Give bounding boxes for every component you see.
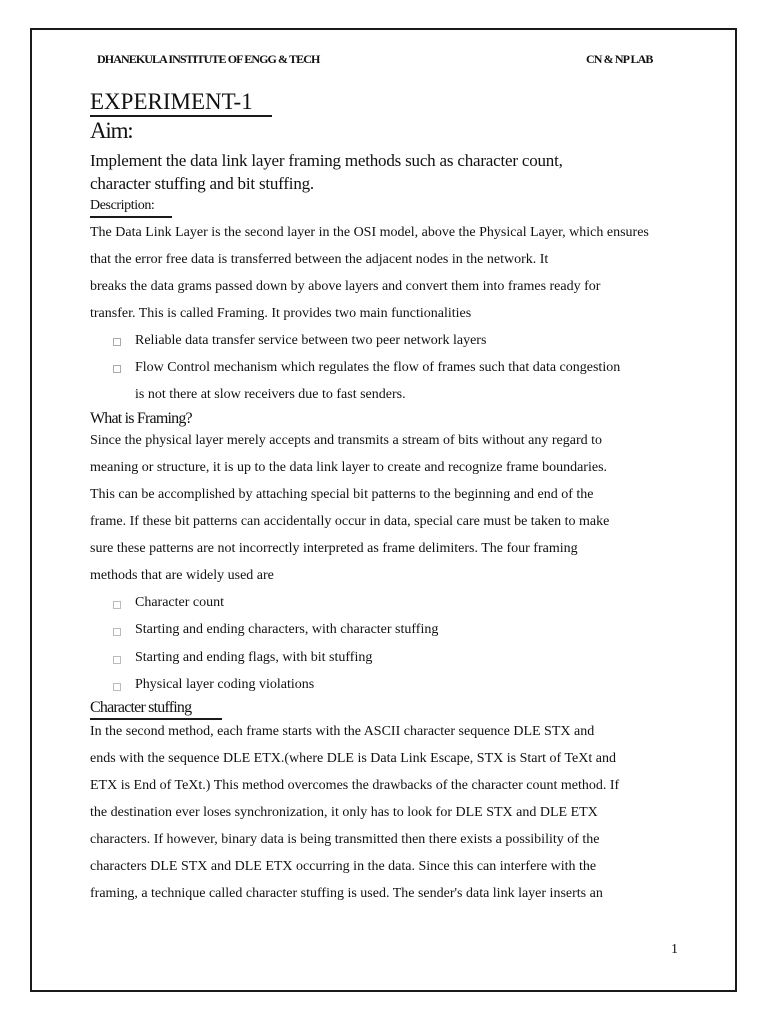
description-bullet-1: Reliable data transfer service between two peer network layers	[135, 333, 487, 348]
framing-method-1: Character count	[135, 595, 225, 610]
aim-line-1: Implement the data link layer framing methods such as character count,	[90, 151, 563, 170]
description-underline	[90, 216, 172, 218]
bullet-checkbox-icon	[113, 683, 121, 691]
bullet-checkbox-icon	[113, 601, 121, 609]
description-line-1: The Data Link Layer is the second layer in the OSI model, above the Physical Layer, which ensures	[90, 225, 649, 240]
description-bullet-2: Flow Control mechanism which regulates the flow of frames such that data congestion	[135, 360, 621, 375]
character-stuffing-underline	[90, 718, 222, 720]
framing-method-4: Physical layer coding violations	[135, 677, 315, 692]
bullet-checkbox-icon	[113, 656, 121, 664]
experiment-title: EXPERIMENT-1	[90, 89, 253, 114]
header-institute: DHANEKULA INSTITUTE OF ENGG & TECH	[97, 52, 320, 66]
bullet-checkbox-icon	[113, 338, 121, 346]
description-bullet-2-cont: is not there at slow receivers due to fast senders.	[135, 387, 406, 402]
aim-heading: Aim:	[90, 118, 133, 143]
bullet-checkbox-icon	[113, 365, 121, 373]
framing-line-5: sure these patterns are not incorrectly interpreted as frame delimiters. The four framing	[90, 541, 578, 556]
title-underline	[90, 115, 272, 117]
framing-method-2: Starting and ending characters, with character stuffing	[135, 622, 439, 637]
header-lab: CN & NP LAB	[586, 52, 653, 66]
framing-line-3: This can be accomplished by attaching special bit patterns to the beginning and end of the	[90, 487, 594, 502]
stuffing-line-2: ends with the sequence DLE ETX.(where DLE is Data Link Escape, STX is Start of TeXt and	[90, 751, 616, 766]
stuffing-line-1: In the second method, each frame starts with the ASCII character sequence DLE STX and	[90, 724, 595, 739]
framing-line-6: methods that are widely used are	[90, 568, 274, 583]
description-line-3: breaks the data grams passed down by above layers and convert them into frames ready for	[90, 279, 601, 294]
character-stuffing-heading: Character stuffing	[90, 699, 192, 716]
stuffing-line-4: the destination ever loses synchronization, it only has to look for DLE STX and DLE ETX	[90, 805, 598, 820]
description-line-4: transfer. This is called Framing. It provides two main functionalities	[90, 306, 472, 321]
framing-method-3: Starting and ending flags, with bit stuffing	[135, 650, 373, 665]
stuffing-line-5: characters. If however, binary data is being transmitted then there exists a possibility of the	[90, 832, 600, 847]
framing-line-4: frame. If these bit patterns can accidentally occur in data, special care must be taken to make	[90, 514, 610, 529]
framing-heading: What is Framing?	[90, 410, 192, 427]
page-number: 1	[671, 942, 678, 957]
stuffing-line-3: ETX is End of TeXt.) This method overcomes the drawbacks of the character count method. If	[90, 778, 620, 793]
description-line-2: that the error free data is transferred between the adjacent nodes in the network. It	[90, 252, 549, 267]
stuffing-line-7: framing, a technique called character stuffing is used. The sender's data link layer inserts an	[90, 886, 603, 901]
framing-line-2: meaning or structure, it is up to the data link layer to create and recognize frame boundaries.	[90, 460, 608, 475]
framing-line-1: Since the physical layer merely accepts and transmits a stream of bits without any regard to	[90, 433, 603, 448]
description-heading: Description:	[90, 198, 155, 213]
aim-line-2: character stuffing and bit stuffing.	[90, 174, 314, 193]
stuffing-line-6: characters DLE STX and DLE ETX occurring in the data. Since this can interfere with the	[90, 859, 597, 874]
bullet-checkbox-icon	[113, 628, 121, 636]
